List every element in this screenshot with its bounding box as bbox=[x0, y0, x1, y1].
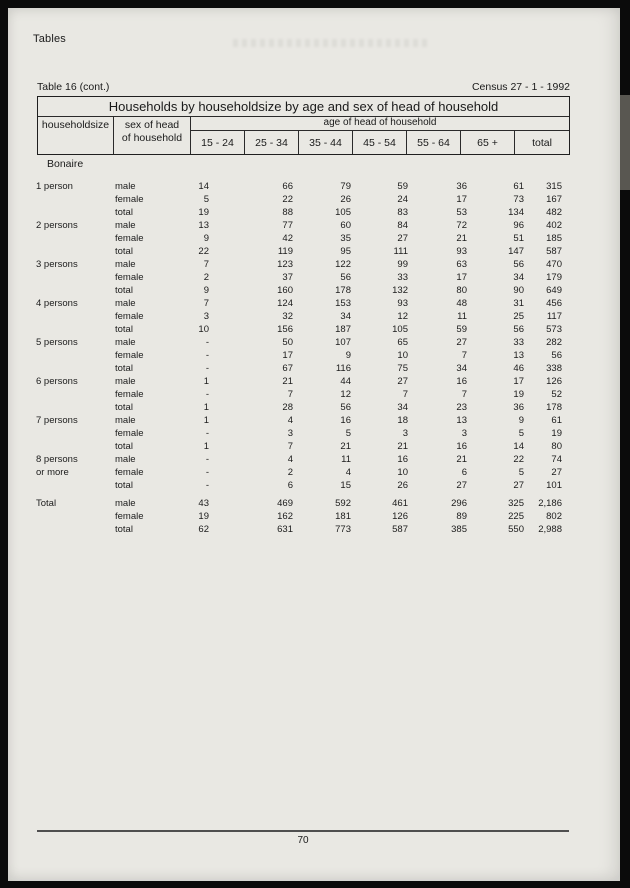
age-header-group bbox=[191, 117, 569, 154]
cell-35-44: 107 bbox=[335, 337, 351, 348]
cell-15-24: 22 bbox=[198, 246, 209, 257]
table-row bbox=[36, 284, 562, 297]
cell-55-64: 80 bbox=[456, 285, 467, 296]
cell-25-34: 6 bbox=[287, 480, 293, 491]
row-sex-label: male bbox=[115, 454, 136, 465]
cell-25-34: 2 bbox=[287, 467, 293, 478]
cell-15-24: - bbox=[205, 363, 209, 374]
cell-65+: 134 bbox=[508, 207, 524, 218]
cell-25-34: 162 bbox=[277, 511, 293, 522]
cell-45-54: 75 bbox=[397, 363, 408, 374]
row-householdsize-label bbox=[36, 284, 115, 297]
cell-65+: 27 bbox=[513, 480, 524, 491]
cell-15-24: 7 bbox=[203, 298, 209, 309]
cell-35-44: 79 bbox=[340, 181, 351, 192]
cell-55-64: 21 bbox=[456, 454, 467, 465]
cell-35-44: 5 bbox=[345, 428, 351, 439]
cell-45-54: 10 bbox=[397, 467, 408, 478]
cell-total: 402 bbox=[546, 220, 562, 231]
cell-45-54: 7 bbox=[402, 389, 408, 400]
row-householdsize-label bbox=[36, 388, 115, 401]
cell-65+: 56 bbox=[513, 259, 524, 270]
row-sex-label: total bbox=[115, 285, 133, 296]
cell-55-64: 23 bbox=[456, 402, 467, 413]
row-householdsize-label: 4 persons bbox=[36, 298, 78, 309]
cell-45-54: 587 bbox=[392, 524, 408, 535]
cell-15-24: 5 bbox=[203, 194, 209, 205]
row-sex-label: female bbox=[115, 511, 144, 522]
cell-15-24: 3 bbox=[203, 311, 209, 322]
cell-65+: 325 bbox=[508, 498, 524, 509]
cell-45-54: 132 bbox=[392, 285, 408, 296]
cell-65+: 61 bbox=[513, 181, 524, 192]
cell-15-24: 19 bbox=[198, 207, 209, 218]
age-column-header: 35 - 44 bbox=[299, 131, 353, 154]
row-sex-label: female bbox=[115, 467, 144, 478]
table-row bbox=[36, 245, 562, 258]
cell-45-54: 65 bbox=[397, 337, 408, 348]
cell-25-34: 631 bbox=[277, 524, 293, 535]
cell-15-24: - bbox=[205, 389, 209, 400]
row-sex-label: total bbox=[115, 524, 133, 535]
table-title: Households by householdsize by age and sex of head of household bbox=[38, 97, 569, 117]
cell-45-54: 27 bbox=[397, 376, 408, 387]
row-householdsize-label bbox=[36, 510, 115, 523]
table-row bbox=[36, 206, 562, 219]
cell-55-64: 17 bbox=[456, 272, 467, 283]
table-row bbox=[36, 427, 562, 440]
cell-25-34: 469 bbox=[277, 498, 293, 509]
table-row bbox=[36, 193, 562, 206]
cell-55-64: 59 bbox=[456, 324, 467, 335]
cell-25-34: 7 bbox=[287, 389, 293, 400]
cell-15-24: 14 bbox=[198, 181, 209, 192]
section-header: Tables bbox=[33, 33, 66, 45]
cell-35-44: 35 bbox=[340, 233, 351, 244]
cell-65+: 90 bbox=[513, 285, 524, 296]
cell-total: 179 bbox=[546, 272, 562, 283]
cell-35-44: 153 bbox=[335, 298, 351, 309]
cell-15-24: 1 bbox=[203, 376, 209, 387]
document-page bbox=[8, 8, 620, 881]
row-sex-label: total bbox=[115, 363, 133, 374]
age-column-header: 45 - 54 bbox=[353, 131, 407, 154]
row-sex-label: male bbox=[115, 181, 136, 192]
cell-65+: 25 bbox=[513, 311, 524, 322]
row-householdsize-label bbox=[36, 523, 115, 536]
cell-total: 649 bbox=[546, 285, 562, 296]
row-householdsize-label: 8 persons bbox=[36, 454, 78, 465]
cell-15-24: 1 bbox=[203, 415, 209, 426]
cell-45-54: 12 bbox=[397, 311, 408, 322]
row-householdsize-label bbox=[36, 206, 115, 219]
cell-65+: 34 bbox=[513, 272, 524, 283]
cell-15-24: 43 bbox=[198, 498, 209, 509]
cell-total: 185 bbox=[546, 233, 562, 244]
row-sex-label: female bbox=[115, 428, 144, 439]
age-column-header: 25 - 34 bbox=[245, 131, 299, 154]
cell-25-34: 160 bbox=[277, 285, 293, 296]
cell-15-24: 62 bbox=[198, 524, 209, 535]
cell-15-24: 9 bbox=[203, 285, 209, 296]
table-row bbox=[36, 388, 562, 401]
row-householdsize-label: 7 persons bbox=[36, 415, 78, 426]
table-meta-row bbox=[37, 81, 570, 93]
cell-total: 178 bbox=[546, 402, 562, 413]
cell-65+: 225 bbox=[508, 511, 524, 522]
footer-rule bbox=[37, 830, 569, 832]
cell-55-64: 34 bbox=[456, 363, 467, 374]
table-row bbox=[36, 258, 562, 271]
cell-35-44: 4 bbox=[345, 467, 351, 478]
row-sex-label: female bbox=[115, 194, 144, 205]
cell-total: 470 bbox=[546, 259, 562, 270]
cell-15-24: - bbox=[205, 350, 209, 361]
cell-65+: 46 bbox=[513, 363, 524, 374]
row-sex-label: male bbox=[115, 220, 136, 231]
table-row bbox=[36, 362, 562, 375]
cell-55-64: 7 bbox=[461, 350, 467, 361]
table-header-box bbox=[37, 96, 570, 155]
cell-55-64: 385 bbox=[451, 524, 467, 535]
cell-55-64: 27 bbox=[456, 480, 467, 491]
cell-25-34: 37 bbox=[282, 272, 293, 283]
cell-25-34: 21 bbox=[282, 376, 293, 387]
cell-total: 61 bbox=[551, 415, 562, 426]
cell-35-44: 26 bbox=[340, 194, 351, 205]
row-householdsize-label: Total bbox=[36, 498, 57, 509]
table-row bbox=[36, 453, 562, 466]
cell-45-54: 24 bbox=[397, 194, 408, 205]
cell-45-54: 461 bbox=[392, 498, 408, 509]
table-row bbox=[36, 497, 562, 510]
table-row bbox=[36, 323, 562, 336]
cell-35-44: 95 bbox=[340, 246, 351, 257]
cell-35-44: 12 bbox=[340, 389, 351, 400]
cell-55-64: 17 bbox=[456, 194, 467, 205]
cell-35-44: 181 bbox=[335, 511, 351, 522]
cell-total: 27 bbox=[551, 467, 562, 478]
age-columns-row bbox=[191, 131, 569, 154]
table-header-columns bbox=[38, 117, 569, 154]
table-row bbox=[36, 336, 562, 349]
cell-25-34: 4 bbox=[287, 454, 293, 465]
cell-45-54: 93 bbox=[397, 298, 408, 309]
age-column-header: total bbox=[532, 136, 552, 149]
age-column-header: 65 + bbox=[461, 131, 515, 154]
cell-65+: 13 bbox=[513, 350, 524, 361]
row-sex-label: total bbox=[115, 402, 133, 413]
table-row bbox=[36, 232, 562, 245]
cell-15-24: 7 bbox=[203, 259, 209, 270]
row-sex-label: male bbox=[115, 337, 136, 348]
table-row bbox=[36, 349, 562, 362]
cell-total: 101 bbox=[546, 480, 562, 491]
cell-25-34: 123 bbox=[277, 259, 293, 270]
row-sex-label: female bbox=[115, 389, 144, 400]
cell-total: 2,988 bbox=[538, 524, 562, 535]
cell-35-44: 116 bbox=[335, 363, 351, 374]
row-sex-label: total bbox=[115, 324, 133, 335]
row-sex-label: male bbox=[115, 259, 136, 270]
row-sex-label: male bbox=[115, 298, 136, 309]
table-row bbox=[36, 523, 562, 536]
row-householdsize-label bbox=[36, 232, 115, 245]
cell-45-54: 59 bbox=[397, 181, 408, 192]
cell-25-34: 119 bbox=[277, 246, 293, 257]
cell-25-34: 50 bbox=[282, 337, 293, 348]
scan-edge-smudge bbox=[620, 95, 630, 190]
cell-total: 167 bbox=[546, 194, 562, 205]
cell-15-24: 1 bbox=[203, 441, 209, 452]
cell-45-54: 105 bbox=[392, 324, 408, 335]
cell-45-54: 3 bbox=[402, 428, 408, 439]
cell-25-34: 17 bbox=[282, 350, 293, 361]
row-householdsize-label bbox=[36, 245, 115, 258]
row-householdsize-label bbox=[36, 310, 115, 323]
row-sex-label: female bbox=[115, 350, 144, 361]
row-householdsize-label: 1 person bbox=[36, 181, 73, 192]
householdsize-column-header: householdsize bbox=[38, 117, 114, 154]
row-householdsize-label bbox=[36, 440, 115, 453]
cell-65+: 147 bbox=[508, 246, 524, 257]
cell-total: 80 bbox=[551, 441, 562, 452]
row-householdsize-label bbox=[36, 323, 115, 336]
table-number-label: Table 16 (cont.) bbox=[37, 81, 110, 93]
cell-25-34: 32 bbox=[282, 311, 293, 322]
row-householdsize-label bbox=[36, 362, 115, 375]
cell-65+: 14 bbox=[513, 441, 524, 452]
sex-column-header-line2: of household bbox=[121, 131, 183, 144]
cell-25-34: 77 bbox=[282, 220, 293, 231]
row-sex-label: female bbox=[115, 272, 144, 283]
row-householdsize-label bbox=[36, 349, 115, 362]
row-householdsize-label bbox=[36, 479, 115, 492]
cell-25-34: 66 bbox=[282, 181, 293, 192]
cell-15-24: 2 bbox=[203, 272, 209, 283]
table-body bbox=[36, 180, 562, 536]
cell-total: 56 bbox=[551, 350, 562, 361]
cell-15-24: 9 bbox=[203, 233, 209, 244]
cell-15-24: 13 bbox=[198, 220, 209, 231]
cell-65+: 550 bbox=[508, 524, 524, 535]
table-row bbox=[36, 375, 562, 388]
table-row bbox=[36, 440, 562, 453]
age-span-header: age of head of household bbox=[191, 117, 569, 131]
cell-65+: 51 bbox=[513, 233, 524, 244]
cell-35-44: 15 bbox=[340, 480, 351, 491]
cell-55-64: 48 bbox=[456, 298, 467, 309]
cell-15-24: 19 bbox=[198, 511, 209, 522]
cell-25-34: 42 bbox=[282, 233, 293, 244]
table-row bbox=[36, 271, 562, 284]
cell-25-34: 4 bbox=[287, 415, 293, 426]
cell-25-34: 67 bbox=[282, 363, 293, 374]
cell-65+: 19 bbox=[513, 389, 524, 400]
row-sex-label: female bbox=[115, 311, 144, 322]
cell-35-44: 56 bbox=[340, 402, 351, 413]
bleedthrough-smudge bbox=[233, 39, 428, 47]
row-householdsize-label bbox=[36, 401, 115, 414]
cell-45-54: 111 bbox=[393, 246, 408, 257]
cell-total: 338 bbox=[546, 363, 562, 374]
cell-25-34: 124 bbox=[277, 298, 293, 309]
cell-25-34: 28 bbox=[282, 402, 293, 413]
cell-35-44: 34 bbox=[340, 311, 351, 322]
cell-35-44: 56 bbox=[340, 272, 351, 283]
cell-45-54: 27 bbox=[397, 233, 408, 244]
cell-55-64: 3 bbox=[461, 428, 467, 439]
cell-total: 126 bbox=[546, 376, 562, 387]
cell-15-24: - bbox=[205, 480, 209, 491]
cell-45-54: 16 bbox=[397, 454, 408, 465]
row-householdsize-label: 5 persons bbox=[36, 337, 78, 348]
cell-45-54: 18 bbox=[397, 415, 408, 426]
table-row bbox=[36, 414, 562, 427]
cell-65+: 33 bbox=[513, 337, 524, 348]
cell-15-24: 10 bbox=[198, 324, 209, 335]
cell-15-24: - bbox=[205, 428, 209, 439]
row-sex-label: total bbox=[115, 480, 133, 491]
cell-25-34: 88 bbox=[282, 207, 293, 218]
row-householdsize-label: or more bbox=[36, 467, 69, 478]
cell-65+: 96 bbox=[513, 220, 524, 231]
cell-65+: 56 bbox=[513, 324, 524, 335]
row-sex-label: total bbox=[115, 246, 133, 257]
census-date-label: Census 27 - 1 - 1992 bbox=[471, 81, 570, 93]
cell-35-44: 773 bbox=[335, 524, 351, 535]
cell-55-64: 53 bbox=[456, 207, 467, 218]
cell-45-54: 34 bbox=[397, 402, 408, 413]
cell-35-44: 105 bbox=[335, 207, 351, 218]
cell-55-64: 36 bbox=[456, 181, 467, 192]
cell-55-64: 27 bbox=[456, 337, 467, 348]
cell-55-64: 13 bbox=[456, 415, 467, 426]
cell-total: 2,186 bbox=[538, 498, 562, 509]
cell-total: 19 bbox=[551, 428, 562, 439]
table-row bbox=[36, 219, 562, 232]
cell-55-64: 11 bbox=[457, 311, 467, 322]
cell-35-44: 592 bbox=[335, 498, 351, 509]
row-sex-label: total bbox=[115, 441, 133, 452]
row-sex-label: male bbox=[115, 376, 136, 387]
sex-column-header bbox=[114, 117, 191, 154]
table-row bbox=[36, 401, 562, 414]
cell-55-64: 296 bbox=[451, 498, 467, 509]
cell-total: 117 bbox=[546, 311, 562, 322]
cell-55-64: 93 bbox=[456, 246, 467, 257]
cell-35-44: 60 bbox=[340, 220, 351, 231]
table-row bbox=[36, 180, 562, 193]
cell-55-64: 6 bbox=[461, 467, 467, 478]
sex-column-header-line1: sex of head bbox=[124, 119, 180, 131]
cell-35-44: 187 bbox=[335, 324, 351, 335]
row-householdsize-label: 6 persons bbox=[36, 376, 78, 387]
row-householdsize-label: 2 persons bbox=[36, 220, 78, 231]
cell-total: 456 bbox=[546, 298, 562, 309]
cell-45-54: 21 bbox=[397, 441, 408, 452]
cell-65+: 17 bbox=[513, 376, 524, 387]
cell-35-44: 44 bbox=[340, 376, 351, 387]
cell-45-54: 33 bbox=[397, 272, 408, 283]
region-label: Bonaire bbox=[47, 158, 84, 170]
cell-45-54: 26 bbox=[397, 480, 408, 491]
cell-15-24: - bbox=[205, 454, 209, 465]
cell-25-34: 7 bbox=[287, 441, 293, 452]
cell-45-54: 84 bbox=[397, 220, 408, 231]
row-sex-label: total bbox=[115, 207, 133, 218]
cell-total: 74 bbox=[551, 454, 562, 465]
cell-35-44: 122 bbox=[335, 259, 351, 270]
cell-15-24: - bbox=[205, 337, 209, 348]
cell-25-34: 156 bbox=[277, 324, 293, 335]
cell-total: 315 bbox=[546, 181, 562, 192]
age-column-header: 55 - 64 bbox=[407, 131, 461, 154]
cell-55-64: 16 bbox=[456, 376, 467, 387]
cell-45-54: 10 bbox=[397, 350, 408, 361]
cell-65+: 5 bbox=[518, 428, 524, 439]
cell-total: 482 bbox=[546, 207, 562, 218]
cell-25-34: 22 bbox=[282, 194, 293, 205]
cell-55-64: 21 bbox=[456, 233, 467, 244]
cell-total: 52 bbox=[551, 389, 562, 400]
row-sex-label: male bbox=[115, 415, 136, 426]
cell-35-44: 21 bbox=[340, 441, 351, 452]
cell-45-54: 126 bbox=[392, 511, 408, 522]
cell-15-24: 1 bbox=[203, 402, 209, 413]
cell-65+: 22 bbox=[513, 454, 524, 465]
row-householdsize-label: 3 persons bbox=[36, 259, 78, 270]
cell-35-44: 16 bbox=[340, 415, 351, 426]
cell-55-64: 7 bbox=[461, 389, 467, 400]
age-column-header: 15 - 24 bbox=[191, 131, 245, 154]
row-householdsize-label bbox=[36, 271, 115, 284]
cell-15-24: - bbox=[205, 467, 209, 478]
cell-65+: 73 bbox=[513, 194, 524, 205]
row-householdsize-label bbox=[36, 427, 115, 440]
table-row bbox=[36, 510, 562, 523]
cell-55-64: 89 bbox=[456, 511, 467, 522]
cell-25-34: 3 bbox=[287, 428, 293, 439]
cell-35-44: 9 bbox=[345, 350, 351, 361]
row-householdsize-label bbox=[36, 193, 115, 206]
cell-65+: 36 bbox=[513, 402, 524, 413]
page-number: 70 bbox=[297, 835, 309, 846]
cell-total: 802 bbox=[546, 511, 562, 522]
row-sex-label: male bbox=[115, 498, 136, 509]
row-sex-label: female bbox=[115, 233, 144, 244]
cell-55-64: 72 bbox=[456, 220, 467, 231]
cell-45-54: 83 bbox=[397, 207, 408, 218]
cell-total: 587 bbox=[546, 246, 562, 257]
table-row bbox=[36, 466, 562, 479]
cell-55-64: 63 bbox=[456, 259, 467, 270]
cell-65+: 9 bbox=[518, 415, 524, 426]
table-row bbox=[36, 479, 562, 492]
table-row bbox=[36, 297, 562, 310]
table-row bbox=[36, 310, 562, 323]
cell-65+: 31 bbox=[513, 298, 524, 309]
cell-45-54: 99 bbox=[397, 259, 408, 270]
cell-65+: 5 bbox=[518, 467, 524, 478]
cell-total: 573 bbox=[546, 324, 562, 335]
cell-35-44: 11 bbox=[341, 454, 351, 465]
cell-35-44: 178 bbox=[335, 285, 351, 296]
cell-total: 282 bbox=[546, 337, 562, 348]
cell-55-64: 16 bbox=[456, 441, 467, 452]
